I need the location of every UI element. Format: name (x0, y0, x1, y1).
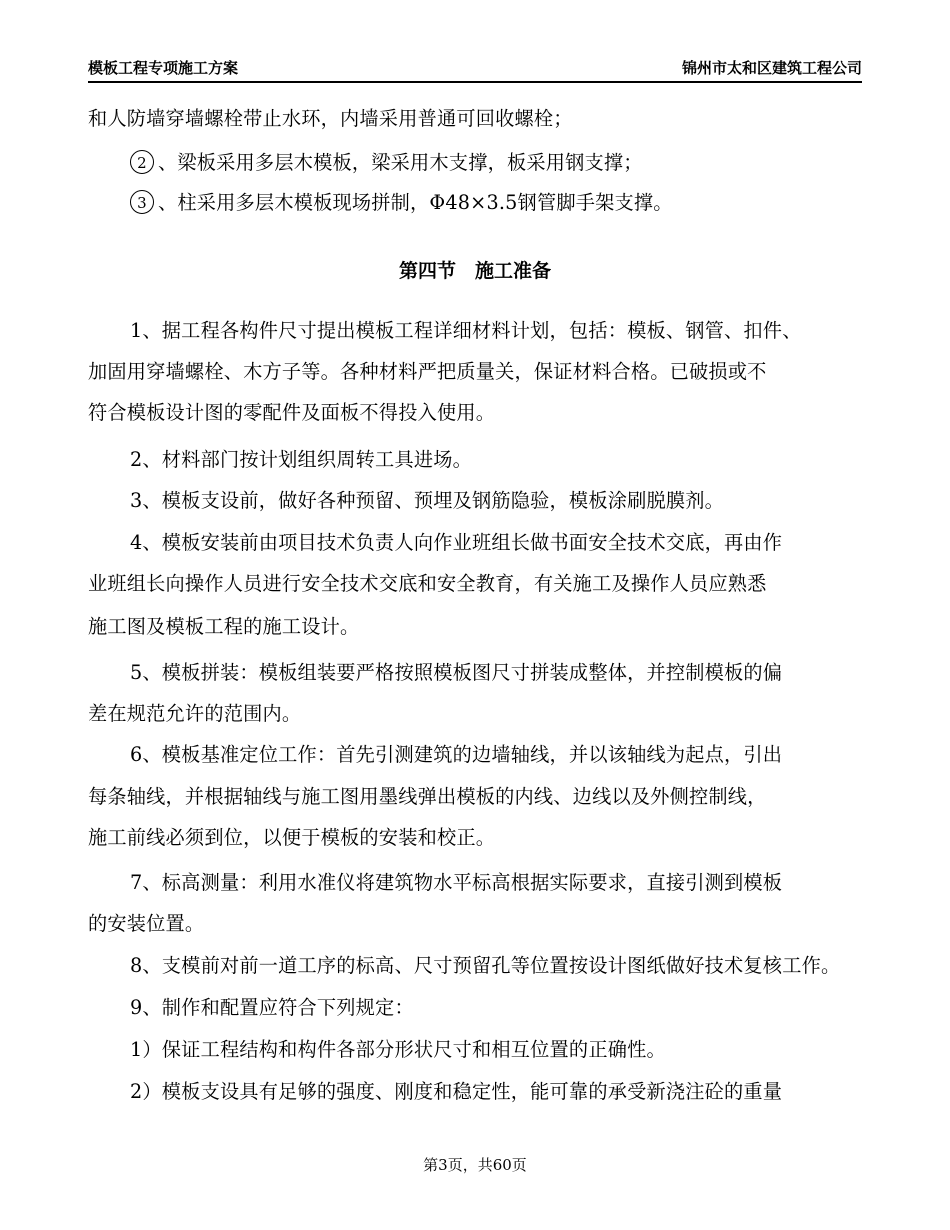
text-line: 符合模板设计图的零配件及面板不得投入使用。 (88, 401, 496, 424)
text-line: 7、标高测量：利用水准仪将建筑物水平标高根据实际要求，直接引测到模板 (130, 871, 783, 894)
text-line: 9、制作和配置应符合下列规定： (130, 996, 414, 1019)
text-line: 差在规范允许的范围内。 (88, 702, 302, 725)
text-line: 8、支模前对前一道工序的标高、尺寸预留孔等位置按设计图纸做好技术复核工作。 (130, 954, 841, 977)
page-number: 第3页，共60页 (423, 1156, 527, 1174)
text-line: 6、模板基准定位工作：首先引测建筑的边墙轴线，并以该轴线为起点，引出 (130, 743, 783, 766)
circled-number-3: 3 (130, 190, 154, 214)
text-line: 1、据工程各构件尺寸提出模板工程详细材料计划，包括：模板、钢管、扣件、 (130, 319, 802, 342)
text-line: 2、材料部门按计划组织周转工具进场。 (130, 448, 472, 471)
header-company-name: 锦州市太和区建筑工程公司 (681, 59, 862, 77)
text-line: 业班组长向操作人员进行安全技术交底和安全教育，有关施工及操作人员应熟悉 (88, 572, 767, 595)
header-document-title: 模板工程专项施工方案 (88, 59, 239, 77)
list-item-3 (130, 190, 863, 216)
text-line: 每条轴线，并根据轴线与施工图用墨线弹出模板的内线、边线以及外侧控制线， (88, 785, 767, 808)
section-title: 第四节 施工准备 (398, 260, 551, 282)
list-item-2 (130, 150, 863, 176)
list-item-text: 、梁板采用多层木模板，梁采用木支撑，板采用钢支撑； (158, 151, 643, 174)
text-line: 施工前线必须到位，以便于模板的安装和校正。 (88, 826, 496, 849)
text-line: 和人防墙穿墙螺栓带止水环，内墙采用普通可回收螺栓； (88, 107, 573, 130)
text-line: 加固用穿墙螺栓、木方子等。各种材料严把质量关，保证材料合格。已破损或不 (88, 360, 767, 383)
list-item-text: 、柱采用多层木模板现场拼制，Φ48×3.5钢管脚手架支撑。 (158, 191, 673, 214)
text-line: 1）保证工程结构和构件各部分形状尺寸和相互位置的正确性。 (130, 1038, 666, 1061)
text-line: 2）模板支设具有足够的强度、刚度和稳定性，能可靠的承受新浇注砼的重量 (130, 1080, 783, 1103)
page-header (88, 55, 862, 83)
text-line: 施工图及模板工程的施工设计。 (88, 615, 360, 638)
text-line: 4、模板安装前由项目技术负责人向作业班组长做书面安全技术交底，再由作 (130, 531, 783, 554)
text-line: 的安装位置。 (88, 912, 205, 935)
circled-number-2: 2 (130, 150, 154, 174)
text-line: 3、模板支设前，做好各种预留、预埋及钢筋隐验，模板涂刷脱膜剂。 (130, 489, 725, 512)
text-line: 5、模板拼装：模板组装要严格按照模板图尺寸拼装成整体，并控制模板的偏 (130, 661, 783, 684)
